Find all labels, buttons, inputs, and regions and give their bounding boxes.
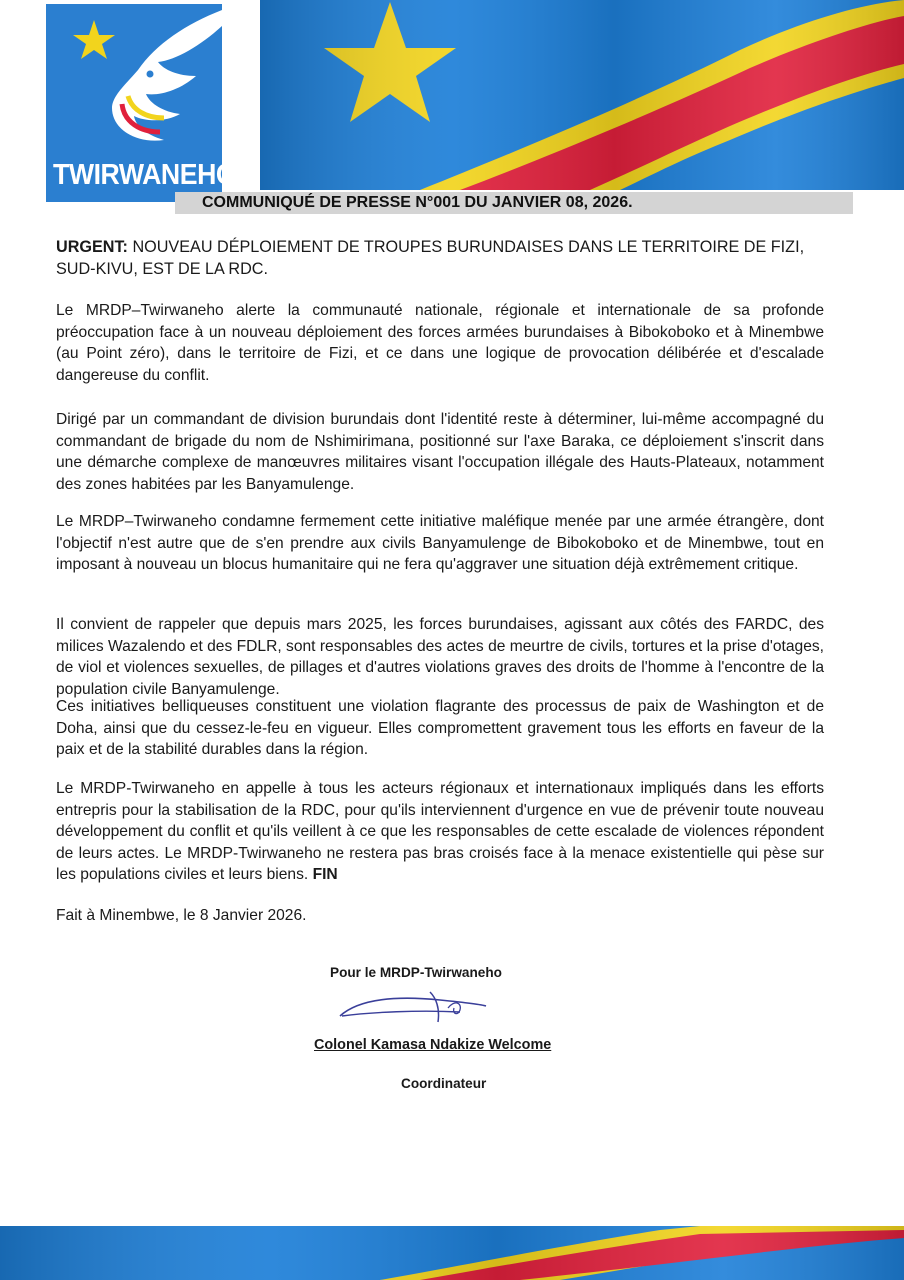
signer-role: Coordinateur	[401, 1076, 487, 1091]
logo-background	[46, 4, 237, 202]
paragraph: Le MRDP–Twirwaneho alerte la communauté nationale, régionale et internationale de sa profonde préoccupation face à un nouveau déploiement des forces armées burundaises à Bibokoboko et à Minembwe (au Point zéro), dans le territoire de Fizi, et ce dans une logique de provocation délibérée et d'escalade dangereuse du conflit.	[56, 302, 824, 384]
paragraph: Il convient de rappeler que depuis mars 2025, les forces burundaises, agissant aux côtés des FARDC, des milices Wazalendo et des FDLR, sont responsables des actes de meurtre de civils, tortures et la prise d'otages, de viol et violences sexuelles, de pillages et d'autres violations graves des droits de l'homme à l'encontre de la population civile Banyamulenge.	[56, 616, 824, 698]
closing-paragraph	[56, 778, 824, 886]
paragraph: Ces initiatives belliqueuses constituent une violation flagrante des processus de paix de Washington et de Doha, ainsi que du cessez-le-feu en vigueur. Elles compromettent gravement tous les efforts en faveur de la paix et de la stabilité durables dans la région.	[56, 698, 824, 759]
twirwaneho-logo	[40, 4, 237, 202]
signer-name: Colonel Kamasa Ndakize Welcome	[314, 1037, 552, 1053]
logo-text: TWIRWANEHO	[53, 159, 237, 191]
eagle-star-icon	[46, 4, 222, 164]
paragraph: Dirigé par un commandant de division burundais dont l'identité reste à déterminer, lui-même accompagné du commandant de brigade du nom de Nshimirimana, positionné sur l'axe Baraka, ce déploiement s'inscrit dans une démarche complexe de manœuvres militaires visant l'occupation illégale des Hauts-Plateaux, notamment des zones habitées par les Banyamulenge.	[56, 411, 824, 493]
handwritten-signature	[330, 986, 490, 1028]
signature-for-org: Pour le MRDP-Twirwaneho	[330, 965, 502, 980]
urgent-title	[56, 236, 824, 280]
press-release-headline: COMMUNIQUÉ DE PRESSE N°001 DU JANVIER 08, 2026.	[202, 194, 633, 211]
drc-flag-banner-top	[260, 0, 904, 190]
paragraph: Le MRDP–Twirwaneho condamne fermement cette initiative maléfique menée par une armée étrangère, dont l'objectif n'est autre que de s'en prendre aux civils Banyamulenge de Bibokoboko et de Minembwe, tout en imposant à nouveau un blocus humanitaire qui ne fera qu'aggraver une situation déjà extrêmement critique.	[56, 513, 824, 574]
urgent-label: URGENT:	[56, 238, 128, 256]
drc-flag-banner-bottom	[0, 1226, 904, 1280]
closing-text: Le MRDP-Twirwaneho en appelle à tous les acteurs régionaux et internationaux impliqués dans les efforts entrepris pour la stabilisation de la RDC, pour qu'ils interviennent d'urgence en vue de prévenir toute nouveau développement du conflit et qu'ils veillent à ce que les responsables de cette escalade de violences répondent de leurs actes. Le MRDP-Twirwaneho ne restera pas bras croisés face à la menace existentielle qui pèse sur les populations civiles et leurs biens.	[56, 780, 824, 884]
end-mark: FIN	[312, 866, 338, 884]
urgent-text: NOUVEAU DÉPLOIEMENT DE TROUPES BURUNDAISES DANS LE TERRITOIRE DE FIZI, SUD-KIVU, EST DE LA RDC.	[56, 238, 805, 278]
place-and-date: Fait à Minembwe, le 8 Janvier 2026.	[56, 907, 307, 924]
